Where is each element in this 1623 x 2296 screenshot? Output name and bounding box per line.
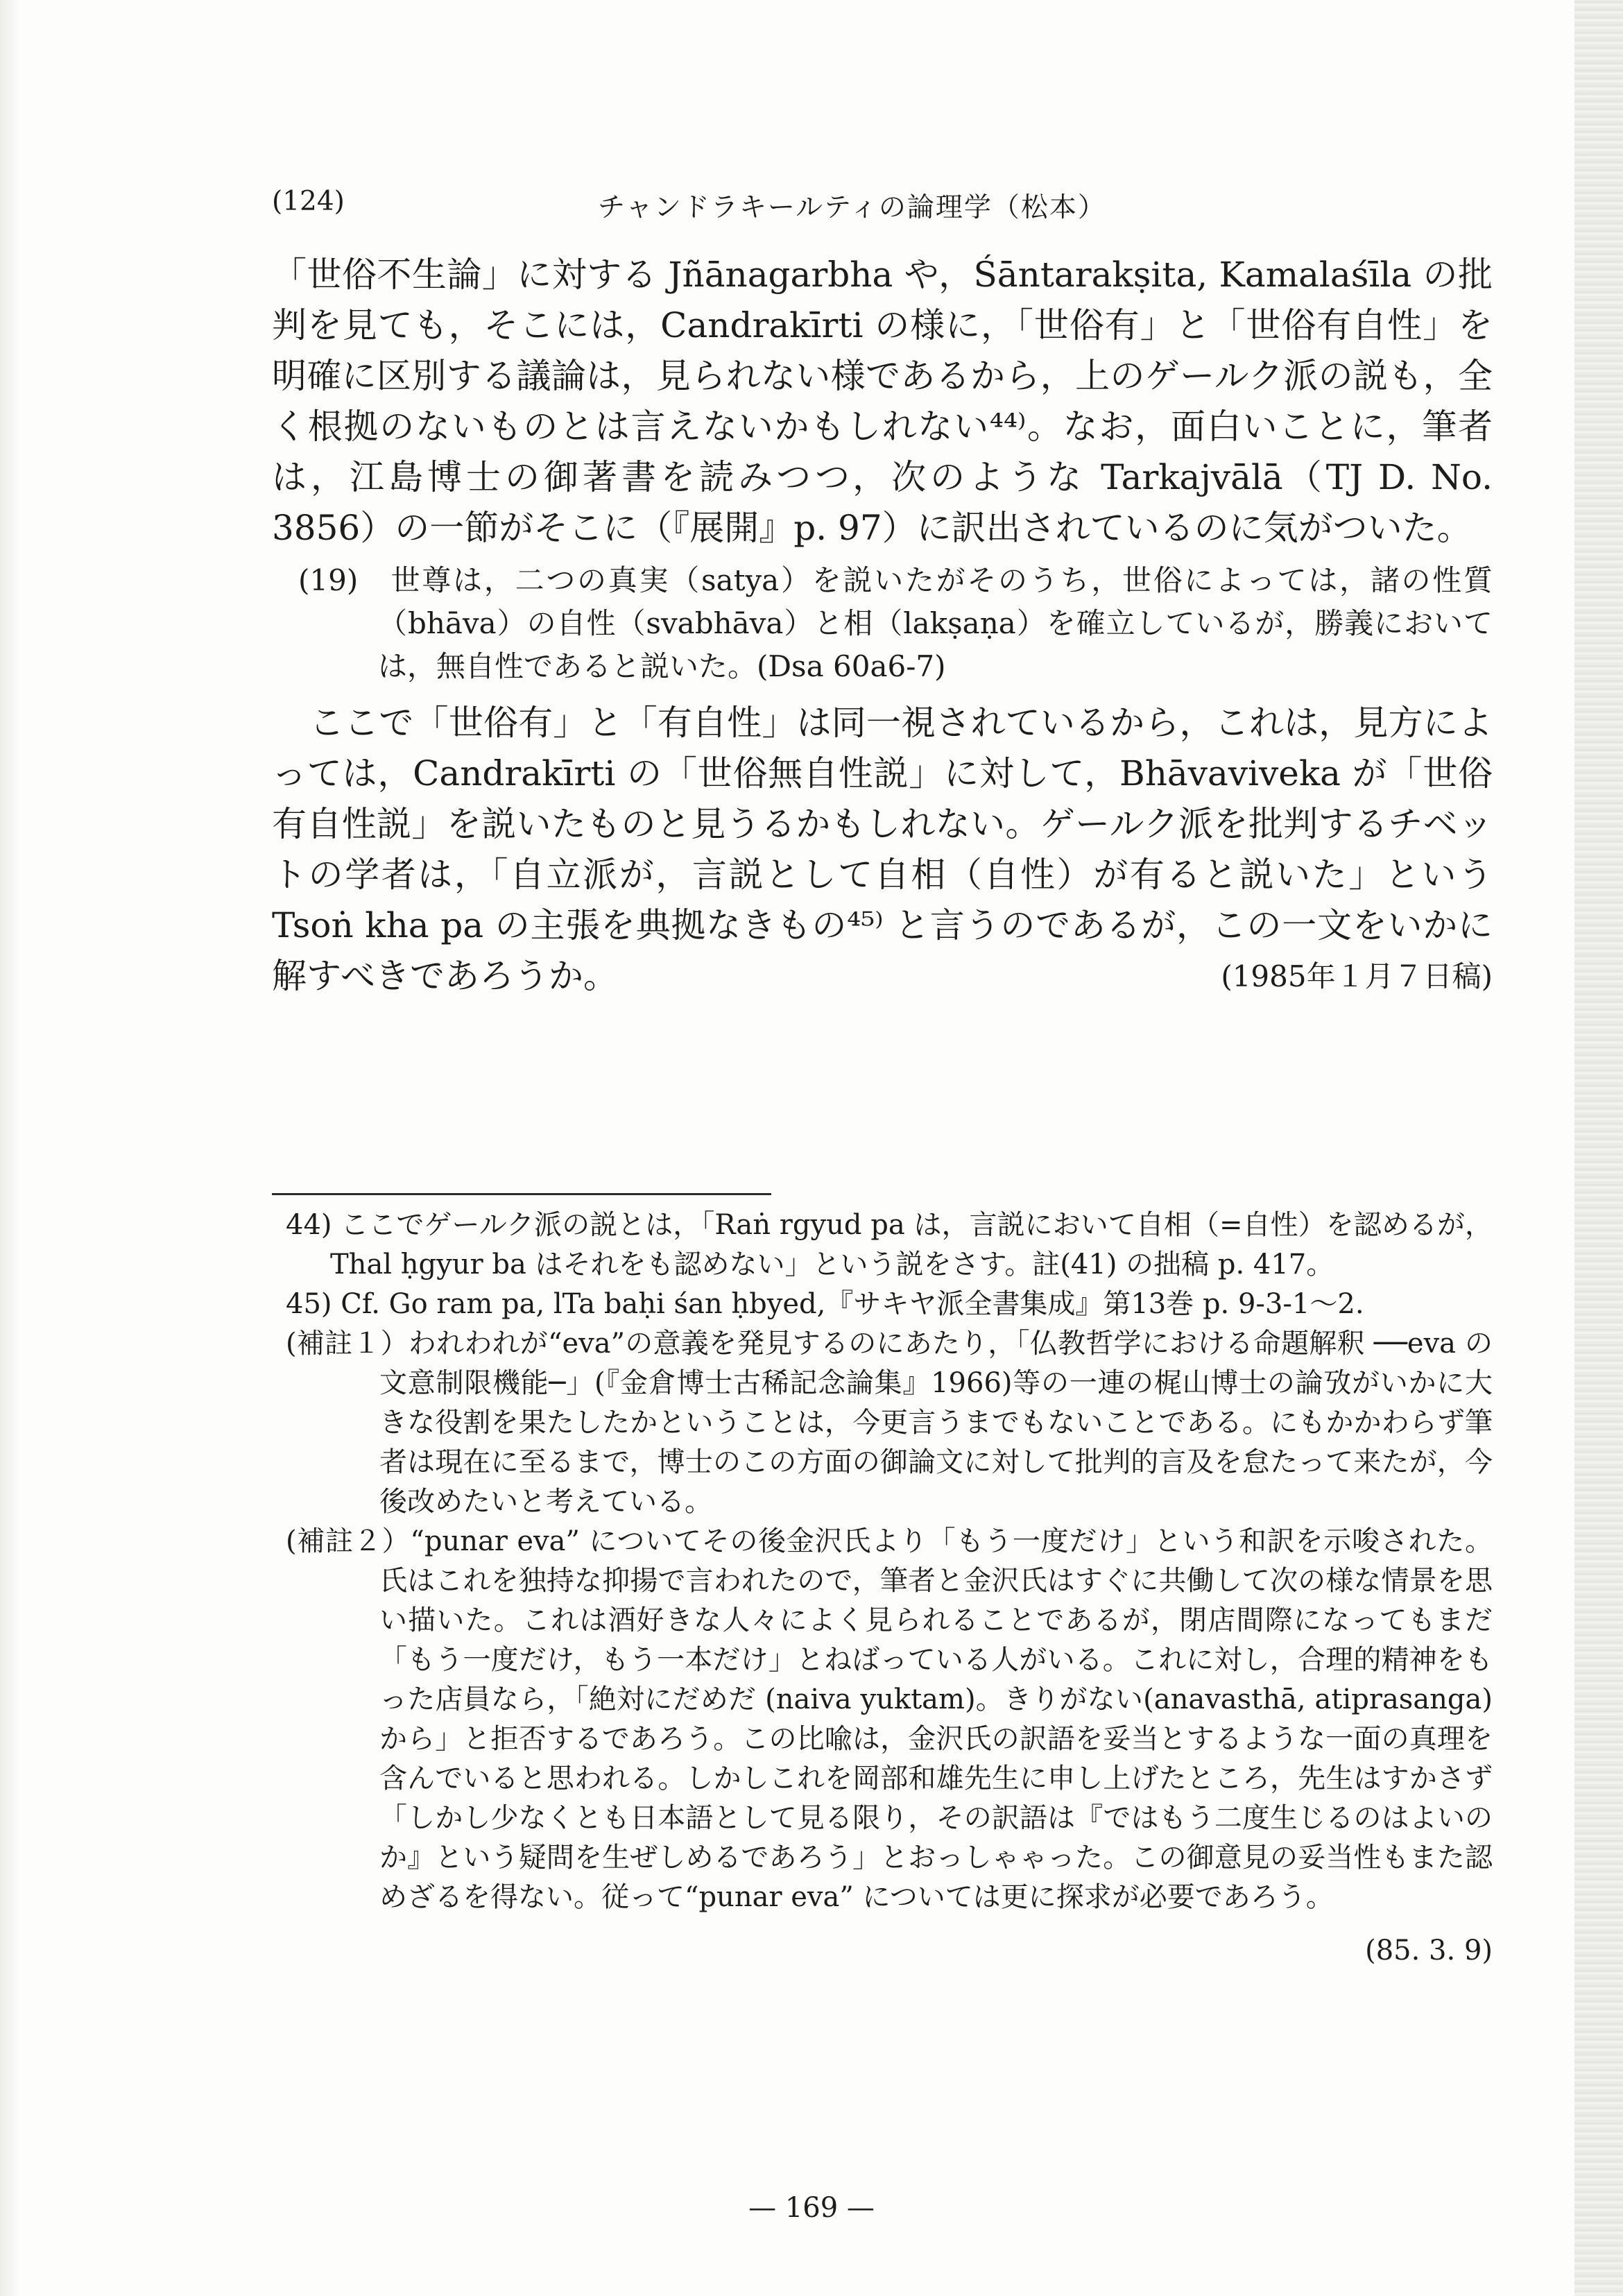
main-text: [272, 250, 1493, 1002]
note-date: (85. 3. 9): [1365, 1935, 1493, 1967]
paragraph-2: ここで「世俗有」と「有自性」は同一視されているから，これは，見方によっては，Candrakīrti の「世俗無自性説」に対して，Bhāvaviveka が「世俗有自性説」を説いたものと見うるかもしれない。ゲールク派を批判するチベットの学者は，「自立派が，言説として自相（自性）が有ると説いた」という Tsoṅ kha pa の主張を典拠なきもの⁴⁵⁾ と言うのであるが，この一文をいかに解すべきであろうか。: [272, 703, 1493, 996]
footnote-rule: [272, 1193, 771, 1195]
dateline: (1985年１月７日稿): [1221, 959, 1493, 993]
page-folio: — 169 —: [748, 2192, 875, 2224]
page-number: (124): [272, 186, 345, 217]
paragraph-1: 「世俗不生論」に対する Jñānagarbha や，Śāntarakṣita, Kamalaśīla の批判を見ても，そこには，Candrakīrti の様に，「世俗有」と「世俗有自性」を明確に区別する議論は，見られない様であるから，上のゲールク派の説も，全く根拠のないものとは言えないかもしれない⁴⁴⁾。なお，面白いことに，筆者は，江島博士の御著書を読みつつ，次のような Tarkajvālā（TJ D. No. 3856）の一節がそこに（『展開』p. 97）に訳出されているのに気がついた。: [272, 255, 1493, 548]
supplementary-note-2: (補註２）“punar eva” についてその後金沢氏より「もう一度だけ」という和訳を示唆された。氏はこれを独持な抑揚で言われたので，筆者と金沢氏はすぐに共働して次の様な情景を思い描いた。これは酒好きな人々によく見られることであるが，閉店間際になってもまだ「もう一度だけ，もう一本だけ」とねばっている人がいる。これに対し，合理的精神をもった店員なら，「絶対にだめだ (naiva yuktam)。きりがない(anavasthā, atiprasanga) から」と拒否するであろう。この比喩は，金沢氏の訳語を妥当とするような一面の真理を含んでいると思われる。しかしこれを岡部和雄先生に申し上げたところ，先生はすかさず「しかし少なくとも日本語として見る限り，その訳語は『ではもう二度生じるのはよいのか』という疑問を生ぜしめるであろう」とおっしゃゃった。この御意見の妥当性もまた認めざるを得ない。従って“punar eva” については更に探求が必要であろう。: [286, 1525, 1493, 1913]
footnote-44: 44) ここでゲールク派の説とは，「Raṅ rgyud pa は，言説において自相（=自性）を認めるが，Thal ḥgyur ba はそれをも認めない」という説をさす。註(41) の拙稿 p. 417。: [286, 1209, 1493, 1280]
page-header: [272, 186, 1486, 234]
scan-edge-left: [0, 0, 21, 2296]
quotation-19: (19) 世尊は，二つの真実（satya）を説いたがそのうち，世俗によっては，諸の性質（bhāva）の自性（svabhāva）と相（lakṣaṇa）を確立しているが，勝義においては，無自性であると説いた。(Dsa 60a6-7): [298, 563, 1493, 683]
running-title: チャンドラキールティの論理学（松本）: [598, 192, 1106, 223]
scan-edge-right: [1574, 0, 1623, 2296]
supplementary-note-1: (補註１）われわれが“eva”の意義を発見するのにあたり，「仏教哲学における命題解釈 ──eva の文意制限機能─」(『金倉博士古稀記念論集』1966)等の一連の梶山博士の論攷がいかに大きな役割を果たしたかということは，今更言うまでもないことである。にもかかわらず筆者は現在に至るまで，博士のこの方面の御論文に対して批判的言及を怠たって来たが，今後改めたいと考えている。: [286, 1328, 1493, 1518]
footnote-45: 45) Cf. Go ram pa, lTa baḥi śan ḥbyed,『サキヤ派全書集成』第13巻 p. 9-3-1～2.: [286, 1288, 1364, 1320]
footnotes: [286, 1206, 1493, 1971]
